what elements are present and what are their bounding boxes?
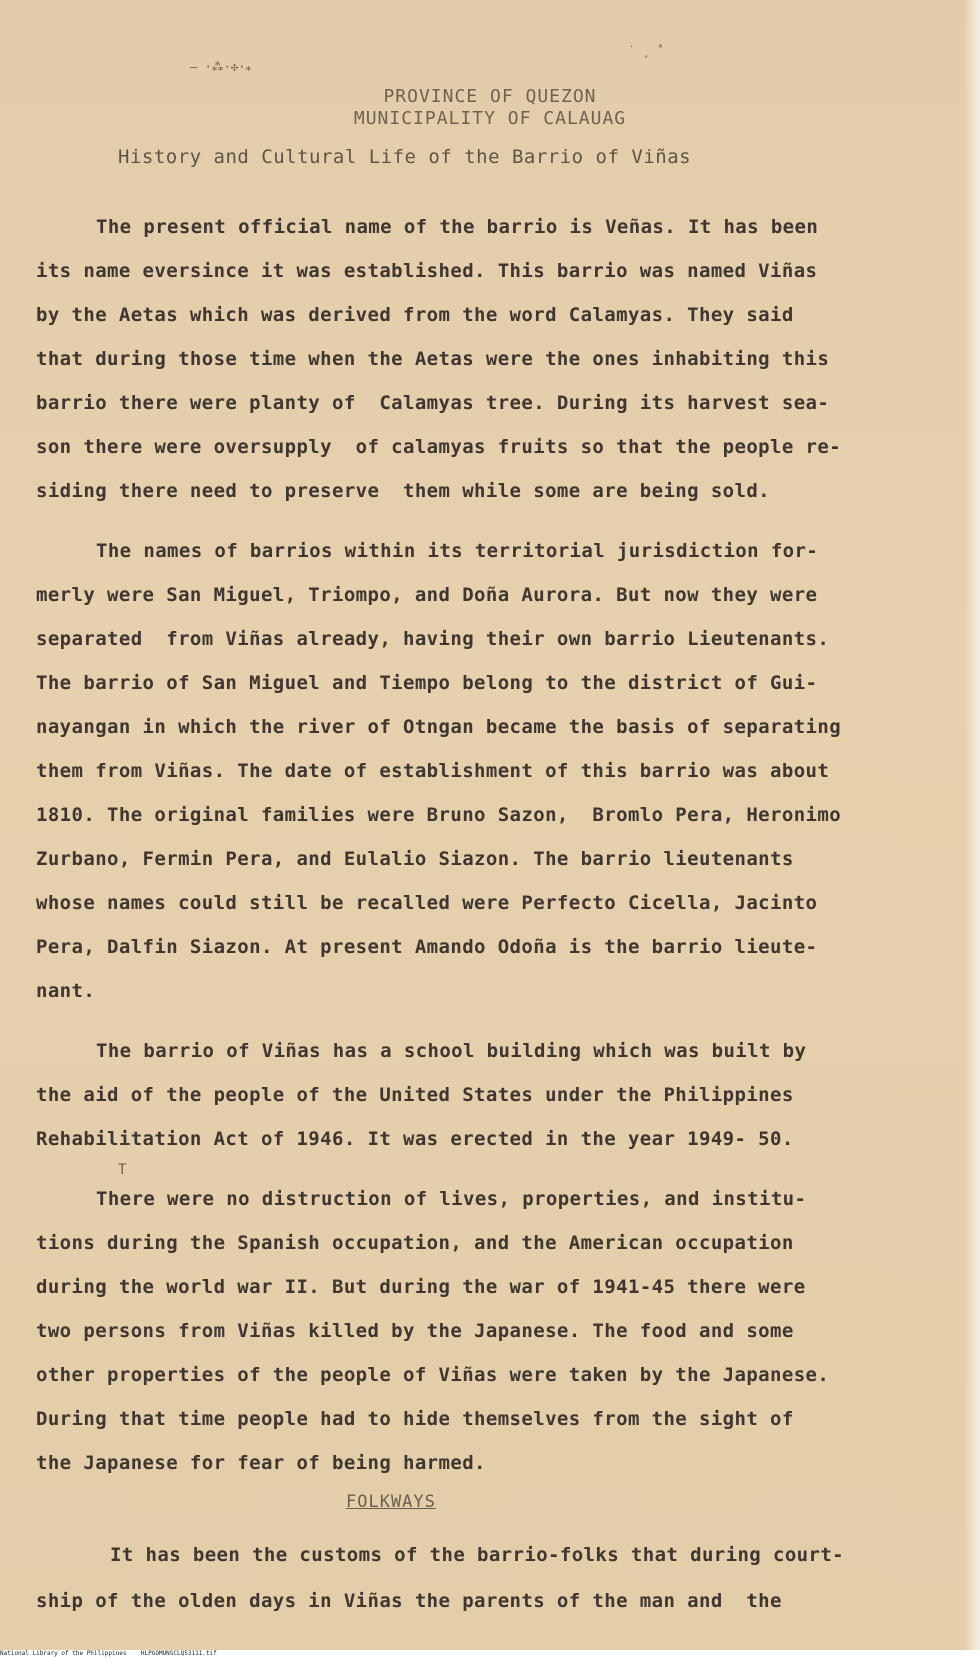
text-line: Pera, Dalfin Siazon. At present Amando Odoña is the barrio lieute- <box>36 936 818 958</box>
section-heading-folkways: FOLKWAYS <box>346 1492 436 1512</box>
text-line: The present official name of the barrio is Veñas. It has been <box>96 216 819 238</box>
text-line: the Japanese for fear of being harmed. <box>36 1452 486 1474</box>
municipality-header: MUNICIPALITY OF CALAUAG <box>353 108 627 129</box>
text-line: barrio there were planty of Calamyas tree. During its harvest sea- <box>36 392 830 414</box>
text-line: the aid of the people of the United States under the Philippines <box>36 1084 794 1106</box>
text-line: 1810. The original families were Bruno Sazon, Bromlo Pera, Heronimo <box>36 804 842 826</box>
text-line: two persons from Viñas killed by the Japanese. The food and some <box>36 1320 794 1342</box>
page-edge-shadow <box>964 0 980 1650</box>
text-line: son there were oversupply of calamyas fruits so that the people re- <box>36 436 842 458</box>
text-line: The names of barrios within its territorial jurisdiction for- <box>96 540 819 562</box>
text-line: them from Viñas. The date of establishment of this barrio was about <box>36 760 830 782</box>
text-line: Rehabilitation Act of 1946. It was erected in the year 1949- 50. <box>36 1128 794 1150</box>
province-header: PROVINCE OF QUEZON <box>383 86 597 107</box>
text-line: merly were San Miguel, Triompo, and Doña Aurora. But now they were <box>36 584 818 606</box>
footer-file-id: HLPGOMUNSCLQ53111.tif <box>140 1650 217 1657</box>
text-line: other properties of the people of Viñas were taken by the Japanese. <box>36 1364 830 1386</box>
text-line: ship of the olden days in Viñas the parents of the man and the <box>36 1590 782 1612</box>
text-line: its name eversince it was established. This barrio was named Viñas <box>36 260 818 282</box>
text-line: that during those time when the Aetas were the ones inhabiting this <box>36 348 830 370</box>
text-line: It has been the customs of the barrio-folks that during court- <box>110 1544 845 1566</box>
text-line: siding there need to preserve them while some are being sold. <box>36 480 771 502</box>
text-line: nayangan in which the river of Otngan became the basis of separating <box>36 716 842 738</box>
text-line: during the world war II. But during the war of 1941-45 there were <box>36 1276 806 1298</box>
ink-smudge-2: ˙ ¸ ˚ <box>628 44 665 58</box>
text-line: There were no distruction of lives, properties, and institu- <box>96 1188 807 1210</box>
text-line: tions during the Spanish occupation, and the American occupation <box>36 1232 794 1254</box>
document-title: History and Cultural Life of the Barrio of Viñas <box>118 146 692 168</box>
text-line: During that time people had to hide themselves from the sight of <box>36 1408 794 1430</box>
ink-smudge: — ·⁂·✣·⁎ <box>190 60 252 74</box>
footer-library: National Library of the Philippines <box>0 1650 127 1657</box>
text-line: by the Aetas which was derived from the word Calamyas. They said <box>36 304 794 326</box>
text-line: separated from Viñas already, having their own barrio Lieutenants. <box>36 628 830 650</box>
text-line: whose names could still be recalled were Perfecto Cicella, Jacinto <box>36 892 818 914</box>
scan-footer <box>0 1650 980 1658</box>
text-line: Zurbano, Fermin Pera, and Eulalio Siazon. The barrio lieutenants <box>36 848 794 870</box>
margin-mark: T <box>118 1162 127 1178</box>
text-line: The barrio of San Miguel and Tiempo belong to the district of Gui- <box>36 672 818 694</box>
text-line: nant. <box>36 980 96 1002</box>
text-line: The barrio of Viñas has a school building which was built by <box>96 1040 807 1062</box>
